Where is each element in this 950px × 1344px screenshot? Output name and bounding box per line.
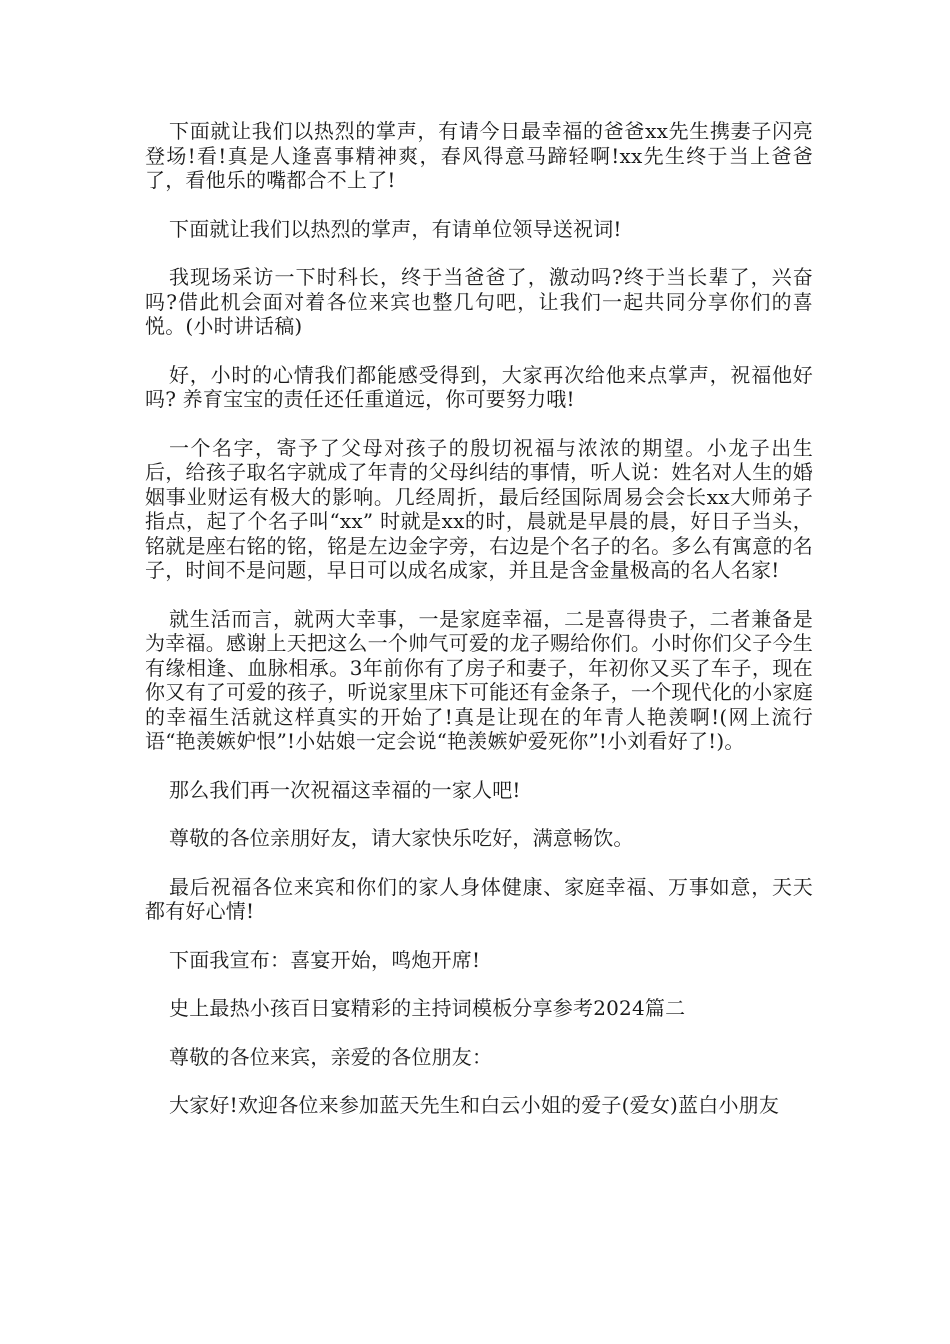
section-heading-part-two: 史上最热小孩百日宴精彩的主持词模板分享参考2024篇二: [169, 996, 686, 1020]
paragraph-announce-banquet: 下面我宣布：喜宴开始，鸣炮开席!: [169, 947, 481, 972]
paragraph-welcome: 大家好!欢迎各位来参加蓝天先生和白云小姐的爱子(爱女)蓝白小朋友: [169, 1093, 780, 1117]
paragraph-naming: 一个名字，寄予了父母对孩子的殷切祝福与浓浓的期望。小龙子出生后，给孩子取名字就成了年青的父母纠结的事情，听人说：姓名对人生的婚姻事业财运有极大的影响。几经周折，最后经国际周易会会长xx大师弟子指点，起了个名子叫“xx” 时就是xx的时，晨就是早晨的晨，好日子当头，铭就是座右铭的铭，铭是左边金字旁，右边是个名子的名。多么有寓意的名子，时间不是问题，早日可以成名成家，并且是含金量极高的名人名家!: [145, 435, 813, 582]
paragraph-leader-speech: 下面就让我们以热烈的掌声，有请单位领导送祝词!: [169, 216, 622, 241]
paragraph-applause: 好，小时的心情我们都能感受得到，大家再次给他来点掌声，祝福他好吗? 养育宝宝的责任还任重道远，你可要努力哦!: [145, 362, 813, 411]
paragraph-happiness: 就生活而言，就两大幸事，一是家庭幸福，二是喜得贵子，二者兼备是为幸福。感谢上天把这么一个帅气可爱的龙子赐给你们。小时你们父子今生有缘相逢、血脉相承。3年前你有了房子和妻子，年初你又买了车子，现在你又有了可爱的孩子，听说家里床下可能还有金条子，一个现代化的小家庭的幸福生活就这样真实的开始了!真是让现在的年青人艳羡啊!(网上流行语“艳羡嫉妒恨”!小姑娘一定会说“艳羡嫉妒爱死你”!小刘看好了!)。: [145, 606, 813, 753]
paragraph-enjoy-meal: 尊敬的各位亲朋好友，请大家快乐吃好，满意畅饮。: [169, 826, 634, 850]
paragraph-interview: 我现场采访一下时科长，终于当爸爸了，激动吗?终于当长辈了，兴奋吗?借此机会面对着各位来宾也整几句吧，让我们一起共同分享你们的喜悦。(小时讲话稿): [145, 265, 813, 338]
paragraph-parents-entrance: 下面就让我们以热烈的掌声，有请今日最幸福的爸爸xx先生携妻子闪亮登场!看!真是人逢喜事精神爽，春风得意马蹄轻啊!xx先生终于当上爸爸了，看他乐的嘴都合不上了!: [145, 119, 813, 192]
document-body: [145, 119, 813, 1142]
paragraph-greeting: 尊敬的各位来宾，亲爱的各位朋友：: [169, 1044, 493, 1069]
paragraph-final-wishes: 最后祝福各位来宾和你们的家人身体健康、家庭幸福、万事如意，天天都有好心情!: [145, 874, 813, 923]
paragraph-blessing-family: 那么我们再一次祝福这幸福的一家人吧!: [169, 777, 521, 802]
